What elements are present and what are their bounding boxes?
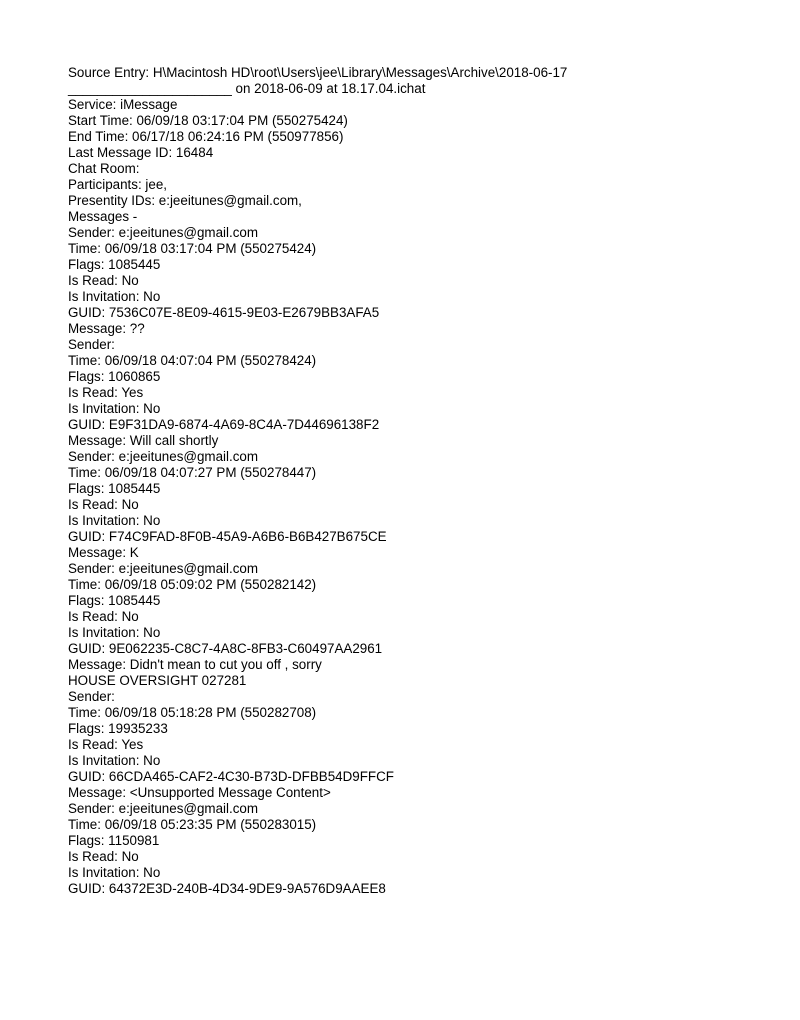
log-line: Sender: e:jeeitunes@gmail.com xyxy=(68,449,258,464)
document-body xyxy=(68,65,768,897)
log-line: Is Invitation: No xyxy=(68,625,161,640)
log-line: Message: ?? xyxy=(68,321,145,336)
log-line: End Time: 06/17/18 06:24:16 PM (550977856) xyxy=(68,129,344,144)
log-line: Time: 06/09/18 04:07:04 PM (550278424) xyxy=(68,353,317,368)
log-line: Flags: 1085445 xyxy=(68,257,161,272)
log-line: GUID: 66CDA465-CAF2-4C30-B73D-DFBB54D9FFCF xyxy=(68,769,394,784)
log-line: Is Read: No xyxy=(68,497,139,512)
log-line: Is Read: Yes xyxy=(68,385,144,400)
log-line: Sender: xyxy=(68,689,115,704)
log-line: GUID: 7536C07E-8E09-4615-9E03-E2679BB3AFA5 xyxy=(68,305,380,320)
log-line: Flags: 1150981 xyxy=(68,833,160,848)
log-line: Service: iMessage xyxy=(68,97,178,112)
log-line: Last Message ID: 16484 xyxy=(68,145,214,160)
log-line: Is Invitation: No xyxy=(68,865,161,880)
log-line: Presentity IDs: e:jeeitunes@gmail.com, xyxy=(68,193,302,208)
log-line: Time: 06/09/18 05:23:35 PM (550283015) xyxy=(68,817,317,832)
log-line: Is Invitation: No xyxy=(68,753,161,768)
log-line: GUID: 64372E3D-240B-4D34-9DE9-9A576D9AAEE8 xyxy=(68,881,386,896)
log-line: Time: 06/09/18 03:17:04 PM (550275424) xyxy=(68,241,317,256)
source-entry-line: Source Entry: H\Macintosh HD\root\Users\jee\Library\Messages\Archive\2018-06-17 xyxy=(68,65,568,80)
log-line: Participants: jee, xyxy=(68,177,167,192)
log-line: Is Read: No xyxy=(68,849,139,864)
log-line: Time: 06/09/18 04:07:27 PM (550278447) xyxy=(68,465,317,480)
log-line: Sender: e:jeeitunes@gmail.com xyxy=(68,225,258,240)
log-line: Start Time: 06/09/18 03:17:04 PM (550275424) xyxy=(68,113,348,128)
log-line: Is Read: No xyxy=(68,609,139,624)
log-line: Sender: e:jeeitunes@gmail.com xyxy=(68,561,258,576)
source-entry-continuation: ______________________ on 2018-06-09 at 18.17.04.ichat xyxy=(68,81,426,96)
log-line: Messages - xyxy=(68,209,138,224)
log-line: Message: Will call shortly xyxy=(68,433,219,448)
log-line: Is Invitation: No xyxy=(68,289,161,304)
log-line: Time: 06/09/18 05:18:28 PM (550282708) xyxy=(68,705,317,720)
log-line: GUID: E9F31DA9-6874-4A69-8C4A-7D44696138F2 xyxy=(68,417,380,432)
log-line: Message: Didn't mean to cut you off , sorry xyxy=(68,657,322,672)
log-line: Is Read: Yes xyxy=(68,737,144,752)
log-line: Message: <Unsupported Message Content> xyxy=(68,785,331,800)
log-line: Chat Room: xyxy=(68,161,140,176)
log-line: Time: 06/09/18 05:09:02 PM (550282142) xyxy=(68,577,317,592)
log-line: HOUSE OVERSIGHT 027281 xyxy=(68,673,247,688)
log-line: Flags: 1085445 xyxy=(68,593,161,608)
log-line: GUID: F74C9FAD-8F0B-45A9-A6B6-B6B427B675CE xyxy=(68,529,387,544)
log-lines xyxy=(68,97,768,897)
log-line: Is Read: No xyxy=(68,273,139,288)
log-line: Sender: e:jeeitunes@gmail.com xyxy=(68,801,258,816)
log-line: Sender: xyxy=(68,337,115,352)
log-line: Flags: 19935233 xyxy=(68,721,168,736)
log-line: Message: K xyxy=(68,545,139,560)
log-line: GUID: 9E062235-C8C7-4A8C-8FB3-C60497AA2961 xyxy=(68,641,383,656)
log-line: Flags: 1060865 xyxy=(68,369,161,384)
log-line: Is Invitation: No xyxy=(68,401,161,416)
log-line: Is Invitation: No xyxy=(68,513,161,528)
log-line: Flags: 1085445 xyxy=(68,481,161,496)
